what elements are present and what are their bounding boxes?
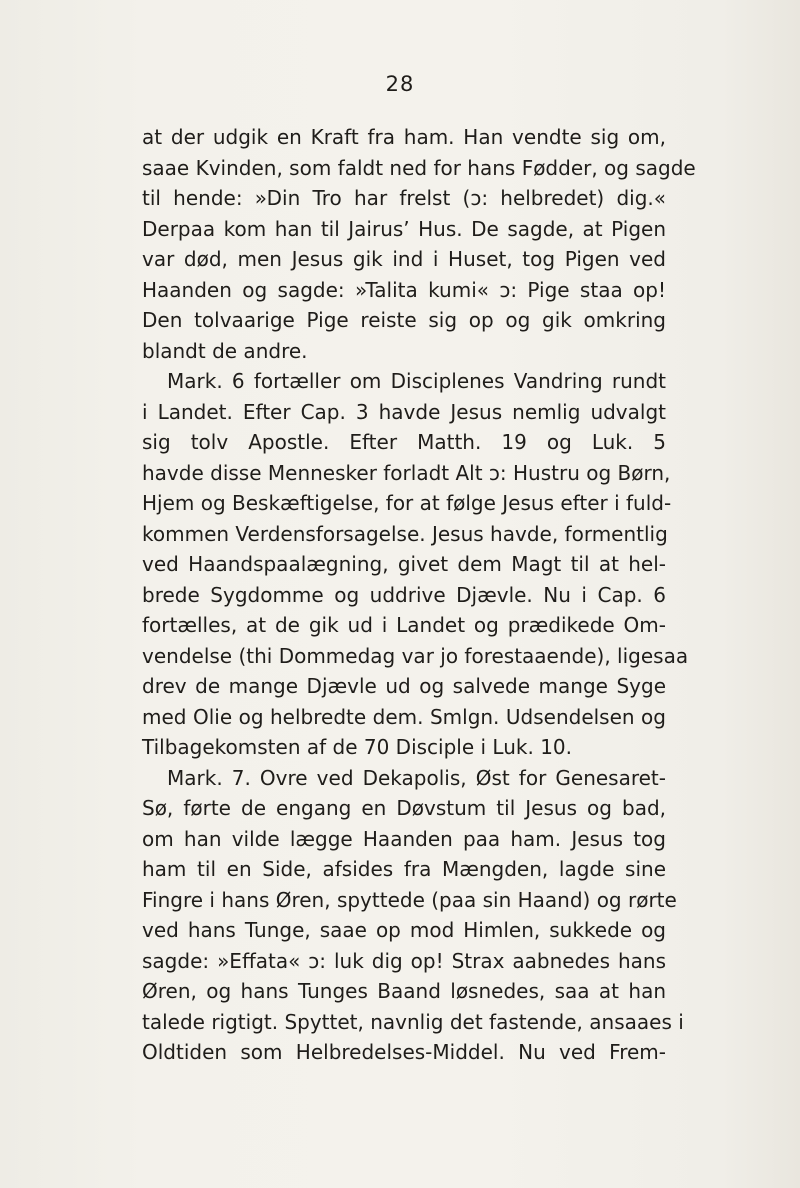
text-line: var død, men Jesus gik ind i Huset, tog Pigen ved — [142, 247, 666, 271]
text-line: Derpaa kom han til Jairus’ Hus. De sagde, at Pigen — [142, 216, 666, 241]
text-line: Øren, og hans Tunges Baand løsnedes, saa at han — [142, 979, 666, 1003]
text-line: blandt de andre. — [142, 338, 308, 363]
text-line: i Landet. Efter Cap. 3 havde Jesus nemlig udvalgt — [142, 399, 666, 424]
paragraph-first-line: Mark. 7. Ovre ved Dekapolis, Øst for Genesaret- — [167, 765, 666, 790]
text-line: ved Haandspaalægning, givet dem Magt til at hel- — [142, 552, 666, 576]
text-line: sagde: »Effata« ɔ: luk dig op! Strax aabnedes hans — [142, 948, 666, 973]
text-line: brede Sygdomme og uddrive Djævle. Nu i Cap. 6 — [142, 582, 666, 607]
text-line: med Olie og helbredte dem. Smlgn. Udsendelsen og — [142, 704, 666, 729]
text-line: om han vilde lægge Haanden paa ham. Jesus tog — [142, 826, 666, 851]
body-text — [142, 122, 696, 1068]
paragraph-first-line: Mark. 6 fortæller om Disciplenes Vandring rundt — [167, 369, 666, 393]
text-line: til hende: »Din Tro har frelst (ɔ: helbredet) dig.« — [142, 186, 666, 210]
text-line: Oldtiden som Helbredelses-Middel. Nu ved Frem- — [142, 1040, 666, 1064]
text-line: Sø, førte de engang en Døvstum til Jesus og bad, — [142, 796, 666, 820]
text-line: Haanden og sagde: »Talita kumi« ɔ: Pige staa op! — [142, 277, 666, 302]
text-line: ved hans Tunge, saae op mod Himlen, sukkede og — [142, 918, 666, 942]
text-line: kommen Verdensforsagelse. Jesus havde, formentlig — [142, 521, 668, 546]
text-line: talede rigtigt. Spyttet, navnlig det fastende, ansaaes i — [142, 1009, 684, 1034]
page-number: 28 — [385, 72, 415, 96]
text-line: havde disse Mennesker forladt Alt ɔ: Hustru og Børn, — [142, 460, 671, 485]
text-line: drev de mange Djævle ud og salvede mange Syge — [142, 674, 666, 698]
text-line: at der udgik en Kraft fra ham. Han vendte sig om, — [142, 125, 666, 149]
text-line: Fingre i hans Øren, spyttede (paa sin Haand) og rørte — [142, 887, 677, 912]
text-line: Hjem og Beskæftigelse, for at følge Jesus efter i fuld- — [142, 491, 672, 515]
text-line: Tilbagekomsten af de 70 Disciple i Luk. 10. — [142, 735, 572, 759]
text-line: saae Kvinden, som faldt ned for hans Fødder, og sagde — [142, 155, 696, 180]
text-line: sig tolv Apostle. Efter Matth. 19 og Luk. 5 — [142, 430, 666, 454]
text-line: Den tolvaarige Pige reiste sig op og gik omkring — [142, 308, 666, 332]
text-line: ham til en Side, afsides fra Mængden, lagde sine — [142, 857, 666, 881]
text-line: vendelse (thi Dommedag var jo forestaaende), ligesaa — [142, 643, 689, 668]
text-line: fortælles, at de gik ud i Landet og prædikede Om- — [142, 613, 666, 637]
